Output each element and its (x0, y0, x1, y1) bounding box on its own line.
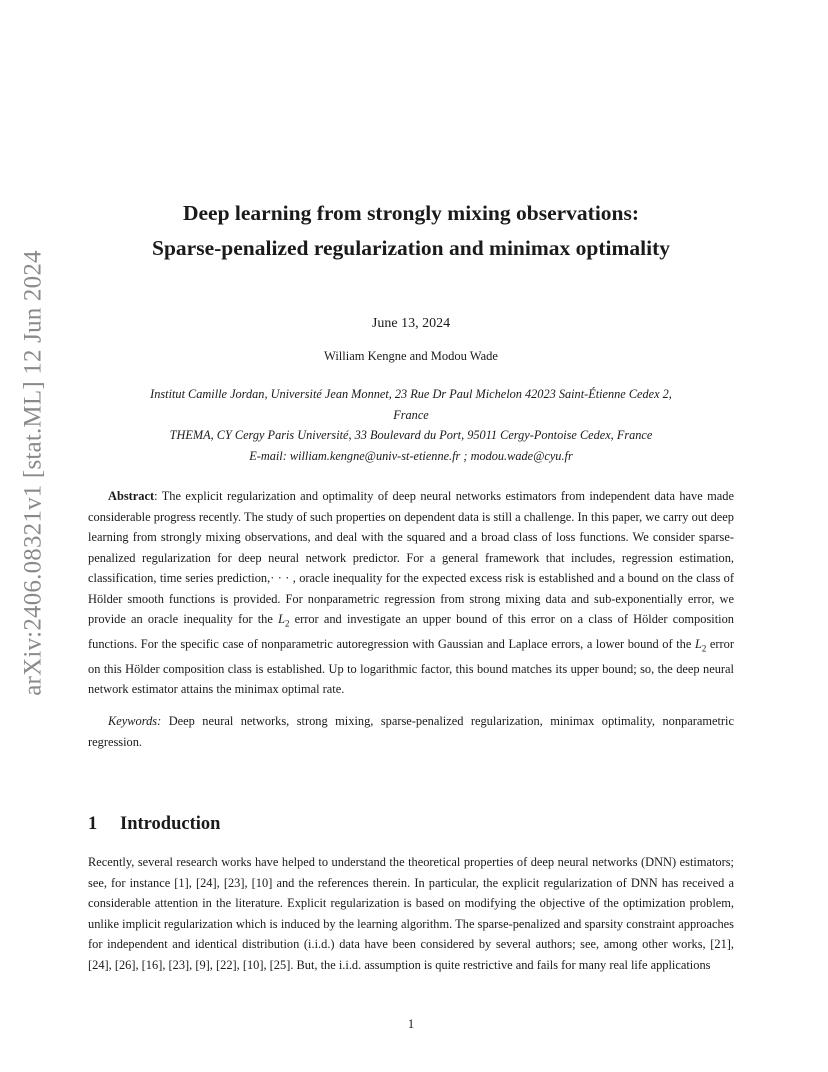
paper-date: June 13, 2024 (371, 316, 451, 331)
intro-paragraph: Recently, several research works have helped to understand the theoretical properties of deep neural networks (DNN) estimators; see, for instance [1], [24], [23], [10] and the references therein. In particular, the explicit regularization of DNN has received a considerable attention in the literature. Explicit regularization is based on modifying the objective of the optimization problem, unlike implicit regularization which is induced by the learning algorithm. The sparse-penalized and sparsity constraint approaches for independent and identical distribution (i.i.d.) data have been considered by several authors; see, among other works, [21], [24], [26], [16], [23], [9], [22], [10], [25]. But, the i.i.d. assumption is quite restrictive and fails for many real life applications (88, 855, 734, 972)
affiliations (88, 384, 734, 466)
keywords (88, 711, 734, 752)
arxiv-stamp (14, 250, 54, 696)
arxiv-stamp-text: arXiv:2406.08321v1 [stat.ML] 12 Jun 2024 (20, 250, 47, 696)
section-heading-introduction (88, 814, 734, 835)
abstract-text-3: error on this Hölder composition class is established. Up to logarithmic factor, this bound matches its upper bound; so, the deep neural network estimator attains the minimax optimal rate. (88, 636, 734, 697)
math-l2-2: $L_2$ (694, 636, 707, 654)
paper-title (88, 196, 734, 266)
keywords-text: Deep neural networks, strong mixing, sparse-penalized regularization, minimax optimality, nonparametric regression. (88, 714, 734, 749)
section-number: 1 (88, 814, 98, 834)
abstract-text-2: error and investigate an upper bound of this error on a class of Hölder composition functions. For the specific case of nonparametric autoregression with Gaussian and Laplace errors, a lower bound of the (88, 612, 734, 651)
section-title: Introduction (120, 814, 221, 834)
title-line-1: Deep learning from strongly mixing observations: (182, 201, 640, 225)
abstract (88, 486, 734, 700)
affiliation-1a: Institut Camille Jordan, Université Jean Monnet, 23 Rue Dr Paul Michelon 42023 Saint-Étienne Cedex 2, (150, 387, 672, 401)
keywords-label: Keywords: (108, 714, 162, 728)
title-line-2: Sparse-penalized regularization and minimax optimality (152, 236, 670, 260)
page-number: 1 (407, 1017, 415, 1031)
paper-authors: William Kengne and Modou Wade (324, 349, 498, 363)
email-line: E-mail: william.kengne@univ-st-etienne.fr ; modou.wade@cyu.fr (249, 448, 573, 463)
affiliation-1b: France (393, 407, 429, 422)
abstract-text-1: : The explicit regularization and optimality of deep neural networks estimators from independent data have made considerable progress recently. The study of such properties on dependent data is still a challenge. In this paper, we carry out deep learning from strongly mixing observations, and deal with the squared and a broad class of loss functions. We consider sparse-penalized regularization for deep neural network predictor. For a general framework that includes, regression estimation, classification, time series prediction,· · · , oracle inequality for the expected excess risk is established and a bound on the class of Hölder smooth functions is provided. For nonparametric regression from strong mixing data and sub-exponentially error, we provide an oracle inequality for the (88, 489, 734, 626)
affiliation-2: THEMA, CY Cergy Paris Université, 33 Boulevard du Port, 95011 Cergy-Pontoise Cedex, France (169, 428, 653, 442)
math-l2-1: $L_2$ (278, 612, 290, 629)
abstract-label: Abstract (108, 489, 155, 503)
